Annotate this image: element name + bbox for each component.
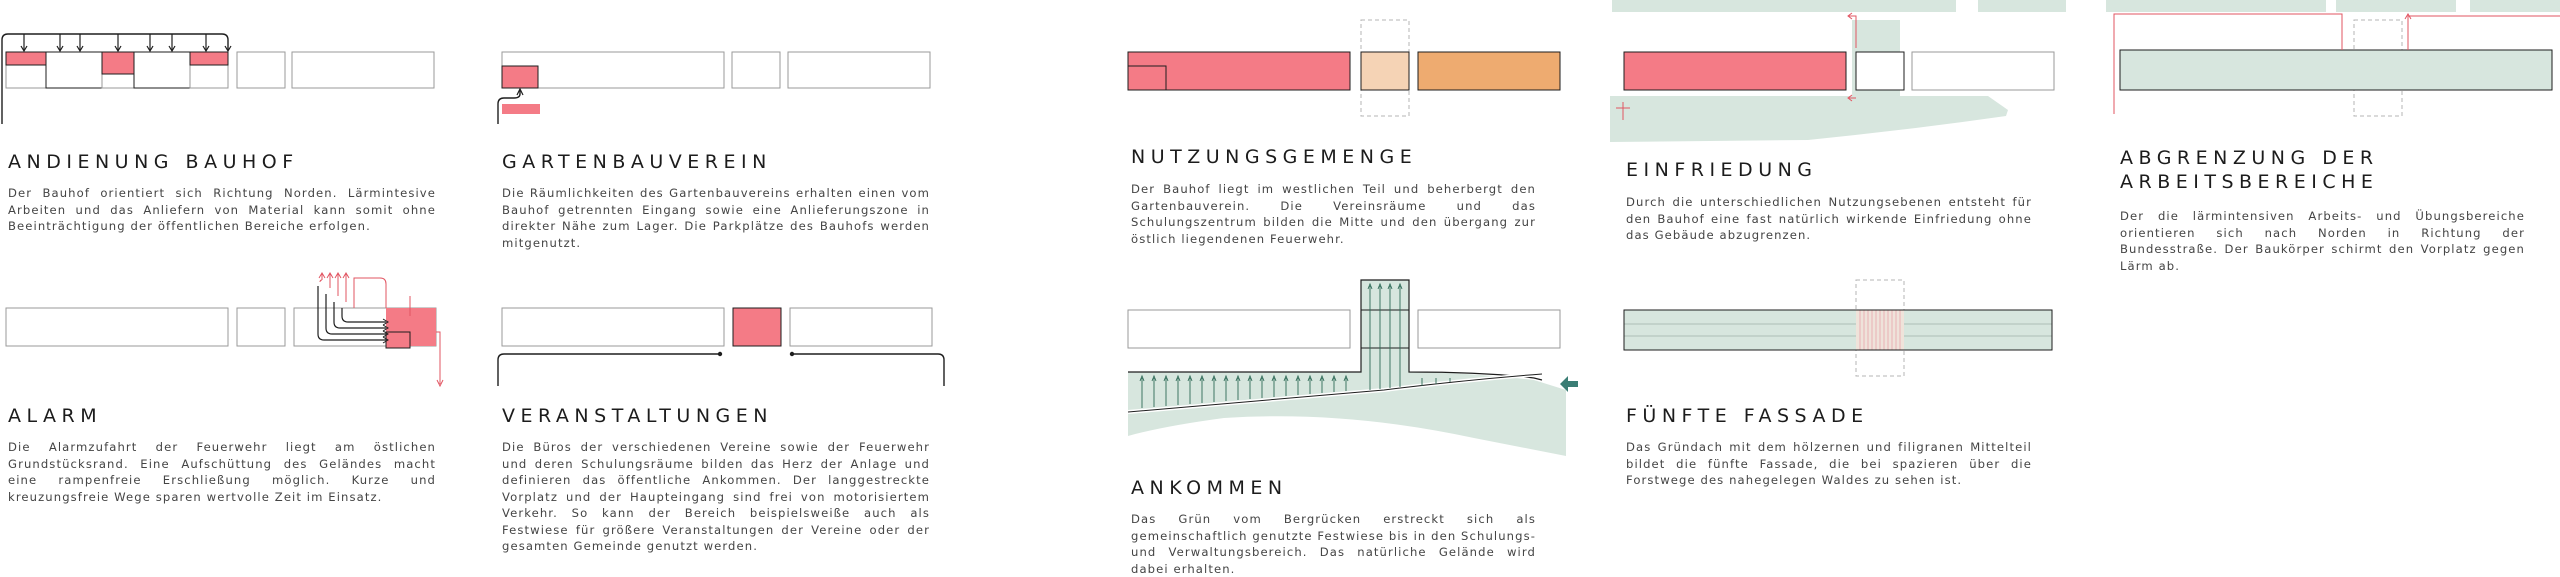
verein-box: [732, 52, 780, 88]
gebaeude-gruen: [2120, 50, 2552, 90]
feuerwehr-box: [1418, 310, 1560, 348]
anlieferung-marker: [6, 52, 46, 65]
panel-text: Die Büros der verschiedenen Vereine sowie der Feuerwehr und deren Schulungsräume bilden das Herz der Anlage und definieren das öffentliche Ankommen. Der langgestreckte Vorplatz und der Haupteingang sind frei von motorisiertem Verkehr. So kann der Bereich beispielsweiße auch als Festwiese für größere Veranstaltungen der Vereine oder der gesamten Gemeinde genutzt werden.: [502, 440, 930, 553]
werkstatt-box: [46, 52, 102, 88]
pfeil-spitzen: [21, 46, 231, 51]
bauhof-box: [1128, 310, 1350, 348]
diagram-andienung-bauhof: [0, 0, 450, 130]
panel-text: Die Räumlichkeiten des Gartenbauvereins erhalten einen vom Bauhof getrennten Eingang sowie eine Anlieferungszone in direkter Nähe zum Lager. Die Parkplätze des Bauhofs werden mitgenutzt.: [502, 186, 930, 250]
panel-title: GARTENBAUVEREIN: [502, 151, 772, 173]
feuerwehr-box: [788, 52, 930, 88]
gelaende-gruen: [1610, 96, 2008, 142]
diagram-ankommen: [1124, 270, 1574, 470]
bauhof-block: [1128, 52, 1350, 90]
panel-title: ANKOMMEN: [1131, 477, 1288, 499]
gruenstreifen-oben: [2336, 0, 2456, 12]
gruenstreifen-oben: [1612, 0, 1956, 12]
feuerwehr-block: [1418, 52, 1560, 90]
werkstatt-box: [134, 52, 190, 88]
diagram-veranstaltungen: [496, 260, 946, 400]
gruenstreifen-oben: [1978, 0, 2066, 12]
panel-text: Der Bauhof liegt im westlichen Teil und beherbergt den Gartenbauverein. Die Vereinsräume und das Schulungszentrum bilden die Mitte und den übergang zur östlich liegendenen Feuerwehr.: [1131, 182, 1536, 246]
eingang-punkt: [718, 352, 722, 356]
panel-text: Das Grün vom Bergrücken erstreckt sich als gemeinschaftlich genutzte Festwiese bis in den Schulungs- und Verwaltungsbereich. Das natürliche Gelände wird dabei erhalten.: [1131, 512, 1536, 576]
diagram-alarm: [0, 260, 450, 400]
feuerwehr-box: [1912, 52, 2054, 90]
panel-title: VERANSTALTUNGEN: [502, 405, 773, 427]
mittelbau-gruen: [1361, 280, 1409, 376]
diagram-fuenfte-fassade: [1608, 270, 2068, 390]
zufahrt-abzweig: [24, 34, 206, 50]
panel-text: Der die lärmintensiven Arbeits- und Übungsbereiche orientieren sich nach Norden in Richtung der Bundesstraße. Der Baukörper schirmt den Vorplatz gegen Lärm ab.: [2120, 209, 2525, 273]
zugang-rechts: [794, 354, 944, 386]
bauhof-box: [6, 308, 228, 346]
bauhof-box: [502, 308, 724, 346]
panel-title: FÜNFTE FASSADE: [1626, 405, 1869, 427]
alarm-raum: [386, 332, 410, 348]
festwiese-gruen: [1128, 372, 1566, 456]
panel-title: ANDIENUNG BAUHOF: [8, 151, 299, 173]
gruenstreifen-oben: [2106, 0, 2326, 12]
verein-box: [237, 308, 285, 346]
zugang-links: [498, 354, 718, 386]
diagram-gartenbauverein: [496, 0, 946, 130]
panel-text: Die Alarmzufahrt der Feuerwehr liegt am östlichen Grundstücksrand. Eine Aufschüttung des Geländes macht eine rampenfreie Erschließung möglich. Kurze und kreuzungsfreie Wege sparen wertvolle Zeit im Einsatz.: [8, 440, 436, 504]
bauhof-block: [1624, 52, 1846, 90]
gruendach: [1624, 310, 2052, 350]
panel-text: Durch die unterschiedlichen Nutzungsebenen entsteht für den Bauhof eine fast natürlich wirkende Einfriedung ohne das Gebäude abzugrenzen.: [1626, 195, 2032, 242]
pfeil-spitze: [1848, 13, 1852, 101]
diagram-einfriedung: [1608, 0, 2068, 150]
panel-title: EINFRIEDUNG: [1626, 159, 1818, 181]
eingang-punkt: [790, 352, 794, 356]
feuerwehr-box: [790, 308, 932, 346]
verein-box: [237, 52, 285, 88]
arbeitsbereich-linie: [2408, 16, 2560, 50]
panel-title: ALARM: [8, 405, 103, 427]
panel-text: Der Bauhof orientiert sich Richtung Norden. Lärmintesive Arbeiten und das Anliefern von Material kann somit ohne Beeinträchtigung der öffentlichen Bereiche erfolgen.: [8, 186, 436, 233]
alarm-zufahrt: [318, 286, 386, 340]
gartenbauverein-raum: [502, 66, 538, 88]
diagram-abgrenzung: [2100, 0, 2560, 130]
panel-title: ABGRENZUNG DER ARBEITSBEREICHE: [2120, 147, 2379, 193]
diagram-nutzungsgemenge: [1124, 0, 1574, 130]
verein-block: [733, 308, 781, 346]
panel-text: Das Gründach mit dem hölzernen und filigranen Mittelteil bildet die fünfte Fassade, die bei spazieren über die Forstwege des nahegelegen Waldes zu sehen ist.: [1626, 440, 2032, 487]
feuerwehr-box: [292, 52, 434, 88]
anlieferung-marker: [190, 52, 228, 65]
anlieferung-marker: [102, 52, 134, 74]
zufahrt-linie: [2, 34, 228, 124]
verein-block: [1361, 52, 1409, 90]
verein-block: [1856, 52, 1904, 90]
parkplatz-marker: [502, 104, 540, 114]
panel-title: NUTZUNGSGEMENGE: [1131, 146, 1418, 168]
gruenstreifen-oben: [2470, 0, 2560, 12]
